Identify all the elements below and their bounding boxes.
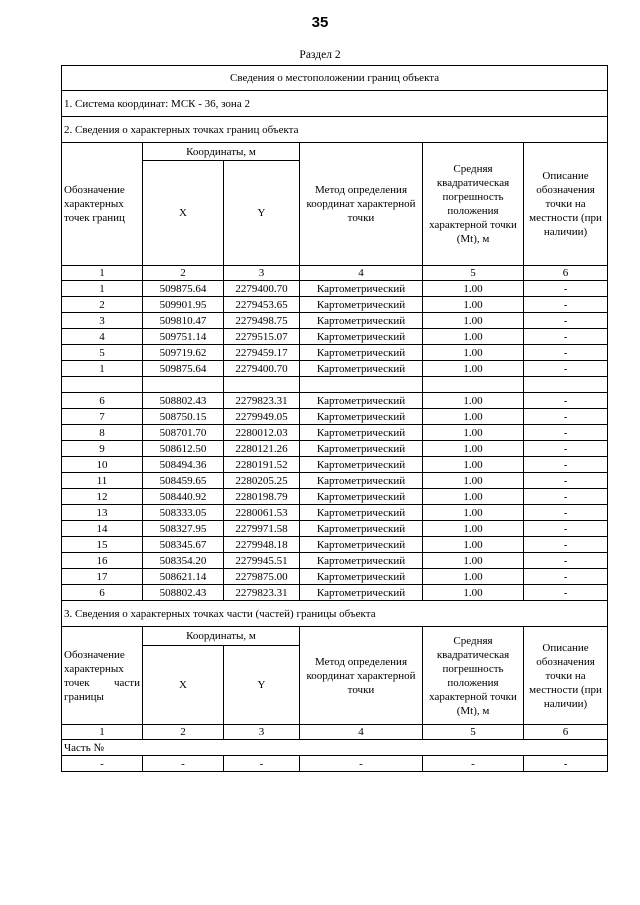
part-header-designation: Обозначение характерных точек части границы <box>62 627 143 725</box>
part-header-description: Описание обозначения точки на местности (при наличии) <box>524 627 608 725</box>
point-number: 1 <box>62 281 143 297</box>
point-x: 509901.95 <box>143 297 224 313</box>
point-y: 2279400.70 <box>224 281 300 297</box>
table-row <box>62 425 608 441</box>
point-number: 7 <box>62 409 143 425</box>
point-y: 2279400.70 <box>224 361 300 377</box>
point-y: 2279453.65 <box>224 297 300 313</box>
section-label: Раздел 2 <box>299 49 341 61</box>
point-x: 508750.15 <box>143 409 224 425</box>
point-description: - <box>524 585 608 601</box>
point-y: 2279498.75 <box>224 313 300 329</box>
table-row <box>62 281 608 297</box>
table-row <box>62 521 608 537</box>
part-label: Часть № <box>62 740 608 756</box>
point-method: Картометрический <box>300 329 423 345</box>
point-description: - <box>524 569 608 585</box>
part-header-coords: Координаты, м <box>143 627 300 646</box>
point-method: Картометрический <box>300 505 423 521</box>
point-y: 2279823.31 <box>224 585 300 601</box>
point-x: 509751.14 <box>143 329 224 345</box>
boundaries-table <box>61 65 608 772</box>
point-description: - <box>524 345 608 361</box>
point-y: 2280191.52 <box>224 457 300 473</box>
point-description: - <box>524 457 608 473</box>
page-number: 35 <box>311 14 329 31</box>
point-number: 10 <box>62 457 143 473</box>
point-number: 4 <box>62 329 143 345</box>
column-number: 3 <box>224 266 300 281</box>
point-y: 2279823.31 <box>224 393 300 409</box>
points-section-title: 2. Сведения о характерных точках границ объекта <box>62 117 608 143</box>
point-number: 6 <box>62 585 143 601</box>
point-error: 1.00 <box>423 553 524 569</box>
table-row <box>62 569 608 585</box>
column-number: 4 <box>300 725 423 740</box>
header-description: Описание обозначения точки на местности (при наличии) <box>524 143 608 266</box>
point-y: 2279971.58 <box>224 521 300 537</box>
column-number: 2 <box>143 266 224 281</box>
point-number: 15 <box>62 537 143 553</box>
point-x: 508802.43 <box>143 393 224 409</box>
point-description: - <box>524 489 608 505</box>
point-y: 2279515.07 <box>224 329 300 345</box>
point-number: 2 <box>62 297 143 313</box>
point-description: - <box>524 393 608 409</box>
point-description: - <box>524 537 608 553</box>
part-cell: - <box>524 756 608 772</box>
point-description: - <box>524 441 608 457</box>
coord-system: 1. Система координат: МСК - 36, зона 2 <box>62 91 608 117</box>
part-header-method: Метод определения координат характерной точки <box>300 627 423 725</box>
part-cell: - <box>300 756 423 772</box>
part-header-y: Y <box>224 646 300 725</box>
table-row <box>62 361 608 377</box>
point-error: 1.00 <box>423 585 524 601</box>
point-error: 1.00 <box>423 521 524 537</box>
point-y: 2280121.26 <box>224 441 300 457</box>
point-y: 2279948.18 <box>224 537 300 553</box>
table-title: Сведения о местоположении границ объекта <box>62 66 608 91</box>
column-number: 6 <box>524 725 608 740</box>
column-number: 5 <box>423 725 524 740</box>
point-number: 11 <box>62 473 143 489</box>
point-method: Картометрический <box>300 521 423 537</box>
point-error: 1.00 <box>423 393 524 409</box>
point-x: 509719.62 <box>143 345 224 361</box>
point-method: Картометрический <box>300 425 423 441</box>
point-method: Картометрический <box>300 441 423 457</box>
point-description: - <box>524 313 608 329</box>
point-number: 16 <box>62 553 143 569</box>
point-y: 2280205.25 <box>224 473 300 489</box>
point-error: 1.00 <box>423 409 524 425</box>
header-designation: Обозначение характерных точек границ <box>62 143 143 266</box>
column-number: 4 <box>300 266 423 281</box>
point-error: 1.00 <box>423 457 524 473</box>
point-x: 508333.05 <box>143 505 224 521</box>
point-error: 1.00 <box>423 313 524 329</box>
part-section-title: 3. Сведения о характерных точках части (частей) границы объекта <box>62 601 608 627</box>
part-header-error: Средняя квадратическая погрешность положения характерной точки (Mt), м <box>423 627 524 725</box>
point-number: 17 <box>62 569 143 585</box>
point-error: 1.00 <box>423 361 524 377</box>
point-method: Картометрический <box>300 393 423 409</box>
point-method: Картометрический <box>300 457 423 473</box>
point-number: 9 <box>62 441 143 457</box>
point-y: 2280012.03 <box>224 425 300 441</box>
point-y: 2280061.53 <box>224 505 300 521</box>
point-method: Картометрический <box>300 345 423 361</box>
point-method: Картометрический <box>300 489 423 505</box>
point-error: 1.00 <box>423 505 524 521</box>
point-description: - <box>524 297 608 313</box>
empty-separator-row <box>62 377 608 393</box>
point-description: - <box>524 553 608 569</box>
point-method: Картометрический <box>300 537 423 553</box>
header-error: Средняя квадратическая погрешность положения характерной точки (Mt), м <box>423 143 524 266</box>
point-method: Картометрический <box>300 409 423 425</box>
point-x: 508345.67 <box>143 537 224 553</box>
table-row <box>62 553 608 569</box>
part-column-numbers-row <box>62 725 608 740</box>
table-row <box>62 345 608 361</box>
point-method: Картометрический <box>300 313 423 329</box>
table-row <box>62 537 608 553</box>
point-x: 508494.36 <box>143 457 224 473</box>
point-method: Картометрический <box>300 585 423 601</box>
point-description: - <box>524 281 608 297</box>
point-x: 508621.14 <box>143 569 224 585</box>
point-method: Картометрический <box>300 569 423 585</box>
point-number: 8 <box>62 425 143 441</box>
point-x: 508440.92 <box>143 489 224 505</box>
point-description: - <box>524 329 608 345</box>
point-number: 1 <box>62 361 143 377</box>
table-row <box>62 441 608 457</box>
point-x: 508701.70 <box>143 425 224 441</box>
point-y: 2279875.00 <box>224 569 300 585</box>
point-number: 5 <box>62 345 143 361</box>
point-x: 508459.65 <box>143 473 224 489</box>
point-number: 12 <box>62 489 143 505</box>
point-y: 2279459.17 <box>224 345 300 361</box>
point-description: - <box>524 521 608 537</box>
table-row <box>62 297 608 313</box>
point-x: 509875.64 <box>143 361 224 377</box>
table-row <box>62 329 608 345</box>
header-method: Метод определения координат характерной точки <box>300 143 423 266</box>
point-number: 6 <box>62 393 143 409</box>
column-number: 2 <box>143 725 224 740</box>
point-x: 509875.64 <box>143 281 224 297</box>
point-error: 1.00 <box>423 297 524 313</box>
part-points-row <box>62 756 608 772</box>
part-cell: - <box>423 756 524 772</box>
point-error: 1.00 <box>423 569 524 585</box>
part-cell: - <box>224 756 300 772</box>
table-row <box>62 489 608 505</box>
point-error: 1.00 <box>423 281 524 297</box>
point-method: Картометрический <box>300 281 423 297</box>
point-x: 508612.50 <box>143 441 224 457</box>
point-error: 1.00 <box>423 489 524 505</box>
point-method: Картометрический <box>300 473 423 489</box>
point-x: 509810.47 <box>143 313 224 329</box>
table-row <box>62 473 608 489</box>
point-error: 1.00 <box>423 329 524 345</box>
table-row <box>62 313 608 329</box>
header-y: Y <box>224 161 300 266</box>
column-number: 6 <box>524 266 608 281</box>
point-y: 2279949.05 <box>224 409 300 425</box>
point-y: 2280198.79 <box>224 489 300 505</box>
point-method: Картометрический <box>300 553 423 569</box>
point-error: 1.00 <box>423 537 524 553</box>
point-description: - <box>524 425 608 441</box>
table-row <box>62 505 608 521</box>
point-error: 1.00 <box>423 425 524 441</box>
column-numbers-row <box>62 266 608 281</box>
point-description: - <box>524 505 608 521</box>
header-coords: Координаты, м <box>143 143 300 161</box>
column-number: 1 <box>62 266 143 281</box>
point-description: - <box>524 473 608 489</box>
point-number: 13 <box>62 505 143 521</box>
point-description: - <box>524 361 608 377</box>
point-x: 508327.95 <box>143 521 224 537</box>
column-number: 3 <box>224 725 300 740</box>
point-error: 1.00 <box>423 441 524 457</box>
header-x: X <box>143 161 224 266</box>
table-row <box>62 409 608 425</box>
point-description: - <box>524 409 608 425</box>
table-row <box>62 585 608 601</box>
table-row <box>62 393 608 409</box>
part-cell: - <box>143 756 224 772</box>
point-x: 508354.20 <box>143 553 224 569</box>
point-y: 2279945.51 <box>224 553 300 569</box>
point-method: Картометрический <box>300 297 423 313</box>
point-number: 14 <box>62 521 143 537</box>
part-cell: - <box>62 756 143 772</box>
point-error: 1.00 <box>423 473 524 489</box>
column-number: 1 <box>62 725 143 740</box>
part-header-x: X <box>143 646 224 725</box>
column-number: 5 <box>423 266 524 281</box>
point-number: 3 <box>62 313 143 329</box>
point-error: 1.00 <box>423 345 524 361</box>
point-x: 508802.43 <box>143 585 224 601</box>
point-method: Картометрический <box>300 361 423 377</box>
table-row <box>62 457 608 473</box>
